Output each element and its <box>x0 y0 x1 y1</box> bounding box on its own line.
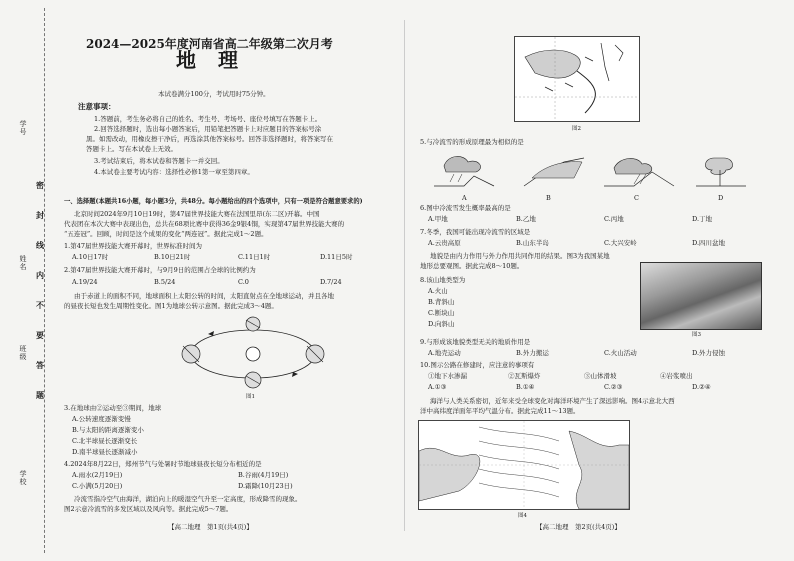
q5-diagram-c <box>604 158 674 186</box>
fig3-caption: 图3 <box>692 332 701 338</box>
q8-option-a: A.火山 <box>428 287 448 295</box>
q8-stem: 8.该山地类型为 <box>420 276 466 284</box>
q3-option-b: B.与太阳的距离逐渐变小 <box>72 426 144 434</box>
fig4-caption: 图4 <box>518 513 527 519</box>
binding-warning-1: 密 <box>36 180 44 190</box>
passage5-line1: 海洋与人类关系密切，近年来受全球变化对海洋环境产生了深远影响。图4示意北大西 <box>430 397 675 405</box>
q4-option-a: A.雨水(2月19日) <box>72 471 123 479</box>
earth-orbit-figure <box>168 312 338 392</box>
q4-option-d: D.霜降(10月23日) <box>238 482 293 490</box>
q5-label-b: B <box>546 194 551 202</box>
q4-stem: 4.2024年8月22日，郑州节气与处暑时节地球昼夜长短分布相近的是 <box>64 460 262 468</box>
fig2-map <box>514 36 640 122</box>
note-2-end: 答题卡上。写在本试卷上无效。 <box>86 145 177 153</box>
passage4-line1: 地貌是由内力作用与外力作用共同作用的结果。图3为我国某地 <box>430 252 610 260</box>
q6-option-a: A.甲地 <box>428 215 448 223</box>
q5-option-diagrams <box>434 148 764 194</box>
passage4-line2: 地形总要观图。据此完成8～10题。 <box>420 262 524 270</box>
q1-option-a: A.10日17时 <box>72 253 109 261</box>
q10-option-d: D.②④ <box>692 383 711 391</box>
q5-diagram-b <box>524 158 584 186</box>
note-3: 3.考试结束后，将本试卷和答题卡一并交回。 <box>94 157 224 165</box>
q5-label-c: C <box>634 194 639 202</box>
binding-label-student-id: 学号 <box>19 120 27 136</box>
binding-warning-5: 不 <box>36 300 44 310</box>
exam-info: 本试卷满分100分，考试用时75分钟。 <box>158 90 270 98</box>
q7-option-a: A.云贵高原 <box>428 239 461 247</box>
q2-option-c: C.0 <box>238 278 249 286</box>
q10-option-c: C.②③ <box>604 383 623 391</box>
q2-stem: 2.第47届世界技能大赛开幕时，与9月9日的范围占全球的比例约为 <box>64 266 256 274</box>
q1-stem: 1.第47届世界技能大赛开幕时，世界标准时间为 <box>64 242 202 250</box>
notes-heading: 注意事项： <box>78 102 116 111</box>
q10-item-2: ②瓦斯爆炸 <box>508 372 541 380</box>
q4-option-b: B.谷雨(4月19日) <box>238 471 289 479</box>
binding-label-school: 学校 <box>19 470 27 486</box>
q5-diagram-a <box>434 156 494 186</box>
note-4: 4.本试卷主要考试内容：选择性必修1第一章至第四章。 <box>94 168 254 176</box>
q3-option-a: A.公转速度逐渐变慢 <box>72 415 131 423</box>
passage5-line2: 洋中高纬度洋面年平均气温分布。据此完成11～13题。 <box>420 407 580 415</box>
column-divider <box>404 20 405 531</box>
footer-left: 【高二地理 第1页(共4页)】 <box>168 523 253 531</box>
q9-stem: 9.与形成该地貌类型无关的地质作用是 <box>420 338 531 346</box>
q2-option-b: B.5/24 <box>154 278 176 286</box>
passage2-line2: 的昼夜长短也发生周期性变化。图1为地球公转示意图。据此完成3～4题。 <box>64 302 278 310</box>
fig1-caption: 图1 <box>246 394 255 400</box>
binding-warning-8: 题 <box>36 390 44 400</box>
q10-option-b: B.①④ <box>516 383 535 391</box>
passage3-line1: 冷流雪指冷空气由海洋，湖泊向上的暖湿空气升至一定高度，形成降雪的现象。 <box>74 495 302 503</box>
q8-option-b: B.背斜山 <box>428 298 455 306</box>
section1-heading: 一、选择题(本题共16小题，每小题3分，共48分。每小题给出的四个选项中，只有一项是符合题意要求的) <box>64 198 363 205</box>
q1-option-c: C.11日1时 <box>238 253 271 261</box>
binding-warning-7: 答 <box>36 360 44 370</box>
fig4-map <box>418 420 630 510</box>
fig2-caption: 图2 <box>572 126 581 132</box>
right-column <box>414 0 786 561</box>
footer-right: 【高二地理 第2页(共4页)】 <box>536 523 621 531</box>
left-column <box>58 0 396 561</box>
q5-label-d: D <box>718 194 724 202</box>
q3-option-c: C.北半球昼长逐渐变长 <box>72 437 138 445</box>
q9-option-c: C.火山活动 <box>604 349 637 357</box>
q10-item-4: ④岩浆喷出 <box>660 372 693 380</box>
exam-title: 2024—2025年度河南省高二年级第二次月考 <box>86 37 333 51</box>
q3-option-d: D.南半球昼长逐渐减小 <box>72 448 138 456</box>
binding-warning-6: 要 <box>36 330 44 340</box>
note-1: 1.答题前，考生务必将自己的姓名、考生号、考场号、座位号填写在答题卡上。 <box>94 115 322 123</box>
q1-option-d: D.11日5时 <box>320 253 353 261</box>
q7-stem: 7.冬季，我国可能出现冷流雪的区域是 <box>420 228 531 236</box>
q6-option-b: B.乙地 <box>516 215 536 223</box>
q5-diagram-d <box>696 158 746 186</box>
q10-item-3: ③山体滑坡 <box>584 372 617 380</box>
note-2-cont: 黑。如需改动，用橡皮擦干净后，再选涂其他答案标号。回答非选择题时，将答案写在 <box>86 135 333 143</box>
passage1-line3: “五连冠”。回顾，时间是这个成果的变化“两连冠”。据此完成1～2题。 <box>64 230 268 238</box>
q6-stem: 6.图中冷流雪发生概率最高的是 <box>420 204 511 212</box>
sun-icon <box>246 347 260 361</box>
q4-option-c: C.小满(5月20日) <box>72 482 123 490</box>
passage1-line2: 代表团在本次大赛中表现出色，总共在68项比赛中获得36金9银4铜，实现第47届世界技能大赛的 <box>64 220 345 228</box>
q10-stem: 10.图示公路在修建时，应注意的事项有 <box>420 361 535 369</box>
binding-warning-3: 线 <box>36 240 44 250</box>
passage2-line1: 由于赤道上的面积不同，地球面积上太阳公转的时间，太阳直射点在全地球运动，并且各地 <box>74 292 334 300</box>
fig3-photo <box>640 262 762 330</box>
binding-warning-2: 封 <box>36 210 44 220</box>
q6-option-d: D.丁地 <box>692 215 713 223</box>
subject-title: 地理 <box>176 48 260 72</box>
q10-option-a: A.①③ <box>428 383 447 391</box>
q8-option-d: D.向斜山 <box>428 320 455 328</box>
binding-strip <box>0 0 60 561</box>
binding-label-name: 姓名 <box>19 255 27 271</box>
q2-option-d: D.7/24 <box>320 278 342 286</box>
q1-option-b: B.10日21时 <box>154 253 191 261</box>
q5-label-a: A <box>462 194 467 202</box>
binding-label-class: 班级 <box>19 345 27 361</box>
passage3-line2: 图2示意冷流雪的多发区域以及风向等。据此完成5～7题。 <box>64 505 233 513</box>
q10-item-1: ①地下水渗漏 <box>428 372 467 380</box>
q7-option-b: B.山东半岛 <box>516 239 549 247</box>
q7-option-d: D.四川盆地 <box>692 239 726 247</box>
q3-stem: 3.在地球由②运动至③期间，地球 <box>64 404 162 412</box>
q2-option-a: A.19/24 <box>72 278 98 286</box>
q7-option-c: C.大兴安岭 <box>604 239 637 247</box>
note-2: 2.回答选择题时，选出每小题答案后，用铅笔把答题卡上对应题目的答案标号涂 <box>94 125 322 133</box>
q9-option-a: A.地壳运动 <box>428 349 461 357</box>
binding-line <box>44 8 45 553</box>
q9-option-b: B.外力搬运 <box>516 349 549 357</box>
q5-stem: 5.与冷流雪的形成原理最为相似的是 <box>420 138 524 146</box>
passage1-line1: 北京时间2024年9月10日19时，第47届世界技能大赛在法国里昂(东二区)开幕。中国 <box>74 210 320 218</box>
q8-option-c: C.断块山 <box>428 309 455 317</box>
binding-warning-4: 内 <box>36 270 44 280</box>
q6-option-c: C.丙地 <box>604 215 624 223</box>
q9-option-d: D.外力侵蚀 <box>692 349 726 357</box>
